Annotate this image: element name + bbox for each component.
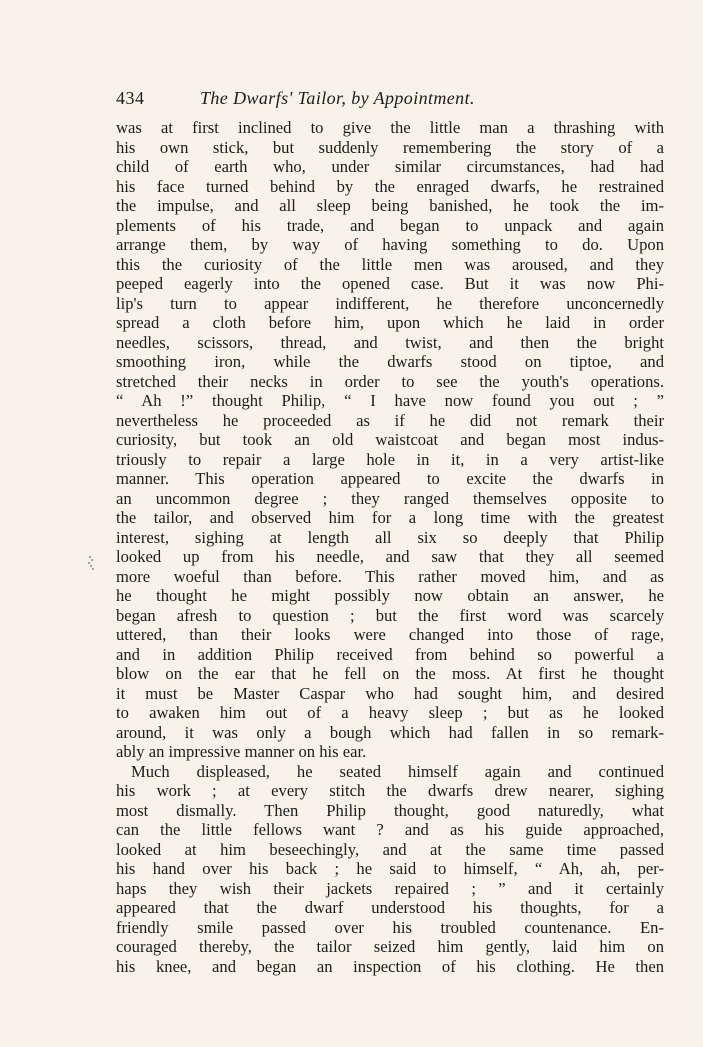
text-line: child of earth who, under similar circumstances, had had [116,157,664,176]
margin-speck [88,556,94,570]
text-line: and in addition Philip received from behind so powerful a [116,644,664,664]
text-line: friendly smile passed over his troubled countenance. En- [116,917,664,937]
paragraph-start-line: Much displeased, he seated himself again and continued [131,761,664,781]
text-line: “ Ah !” thought Philip, “ I have now found you out ; ” [116,391,664,410]
text-line: he thought he might possibly now obtain an answer, he [116,586,664,605]
text-line: needles, scissors, thread, and twist, and then the bright [116,332,664,352]
text-line: to awaken him out of a heavy sleep ; but as he looked [116,703,664,722]
page-header [110,84,666,112]
text-line: his work ; at every stitch the dwarfs drew nearer, sighing [116,781,664,800]
text-line: uttered, than their looks were changed into those of rage, [116,625,664,644]
text-line: peeped eagerly into the opened case. But it was now Phi- [116,274,664,293]
text-line: his own stick, but suddenly remembering the story of a [116,137,664,157]
text-line: can the little fellows want ? and as his guide approached, [116,820,664,839]
text-line: blow on the ear that he fell on the moss. At first he thought [116,664,664,683]
text-line: his face turned behind by the enraged dwarfs, he restrained [116,176,664,196]
text-line: plements of his trade, and began to unpack and again [116,215,664,235]
book-page [110,84,666,976]
text-line: arrange them, by way of having something to do. Upon [116,235,664,254]
body-text [116,118,664,976]
text-line: spread a cloth before him, upon which he laid in order [116,313,664,332]
text-line: nevertheless he proceeded as if he did not remark their [116,410,664,430]
text-line: it must be Master Caspar who had sought him, and desired [116,683,664,703]
text-line: his hand over his back ; he said to himself, “ Ah, ah, per- [116,859,664,878]
text-line: looked at him beseechingly, and at the same time passed [116,839,664,859]
text-line: stretched their necks in order to see the youth's operations. [116,371,664,391]
text-line: an uncommon degree ; they ranged themselves opposite to [116,488,664,508]
text-line: the tailor, and observed him for a long time with the greatest [116,508,664,527]
text-line: haps they wish their jackets repaired ; ” and it certainly [116,878,664,898]
text-line: interest, sighing at length all six so deeply that Philip [116,527,664,547]
text-line: this the curiosity of the little men was aroused, and they [116,254,664,274]
text-line: the impulse, and all sleep being banished, he took the im- [116,196,664,215]
text-line: appeared that the dwarf understood his thoughts, for a [116,898,664,917]
text-line: was at first inclined to give the little man a thrashing with [116,118,664,137]
text-line: smoothing iron, while the dwarfs stood on tiptoe, and [116,352,664,371]
running-title: The Dwarfs' Tailor, by Appointment. [200,88,475,108]
text-line: his knee, and began an inspection of his clothing. He then [116,956,664,976]
text-line: around, it was only a bough which had fallen in so remark- [116,722,664,742]
paragraph-end-line: ably an impressive manner on his ear. [116,742,367,761]
text-line: most dismally. Then Philip thought, good naturedly, what [116,800,664,820]
text-line: triously to repair a large hole in it, in a very artist-like [116,449,664,469]
text-line: lip's turn to appear indifferent, he therefore unconcernedly [116,293,664,313]
text-line: couraged thereby, the tailor seized him gently, laid him on [116,937,664,956]
text-line: began afresh to question ; but the first word was scarcely [116,605,664,625]
text-line: more woeful than before. This rather moved him, and as [116,566,664,586]
text-line: looked up from his needle, and saw that they all seemed [116,547,664,566]
page-number: 434 [116,88,145,108]
text-line: manner. This operation appeared to excite the dwarfs in [116,469,664,488]
text-line: curiosity, but took an old waistcoat and began most indus- [116,430,664,449]
